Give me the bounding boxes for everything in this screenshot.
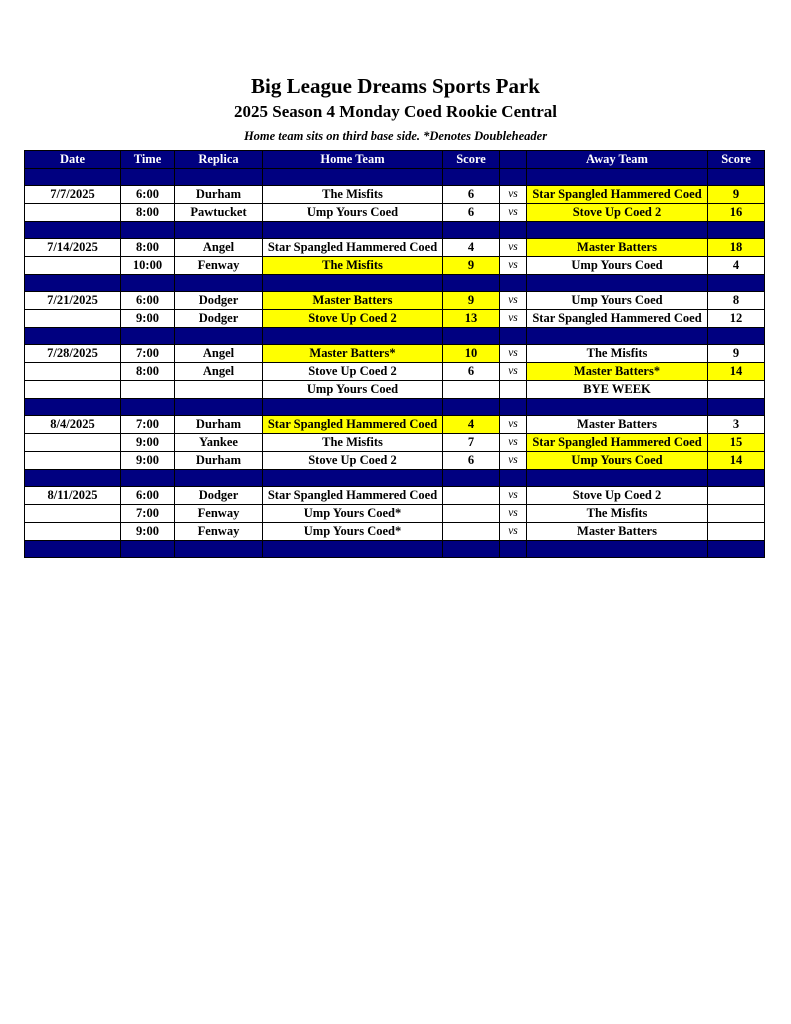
away-score-cell: 15 bbox=[708, 434, 765, 452]
separator-cell bbox=[175, 541, 263, 558]
vs-cell: vs bbox=[500, 487, 527, 505]
separator-cell bbox=[25, 328, 121, 345]
home-team-cell: The Misfits bbox=[263, 257, 443, 275]
away-team-cell: Stove Up Coed 2 bbox=[527, 487, 708, 505]
replica-cell: Angel bbox=[175, 363, 263, 381]
away-score-cell: 9 bbox=[708, 345, 765, 363]
week-separator-row bbox=[25, 328, 765, 345]
table-row bbox=[25, 452, 765, 470]
time-cell: 7:00 bbox=[121, 505, 175, 523]
col-header-replica: Replica bbox=[175, 151, 263, 169]
time-cell: 9:00 bbox=[121, 452, 175, 470]
away-team-cell: Stove Up Coed 2 bbox=[527, 204, 708, 222]
date-cell bbox=[25, 204, 121, 222]
home-score-cell bbox=[443, 505, 500, 523]
away-team-cell: Master Batters bbox=[527, 523, 708, 541]
replica-cell: Dodger bbox=[175, 292, 263, 310]
date-cell bbox=[25, 310, 121, 328]
home-team-cell: Stove Up Coed 2 bbox=[263, 452, 443, 470]
col-header-vs bbox=[500, 151, 527, 169]
date-cell bbox=[25, 363, 121, 381]
col-header-home-team: Home Team bbox=[263, 151, 443, 169]
time-cell: 6:00 bbox=[121, 186, 175, 204]
vs-cell: vs bbox=[500, 345, 527, 363]
time-cell: 8:00 bbox=[121, 204, 175, 222]
replica-cell: Dodger bbox=[175, 310, 263, 328]
vs-cell: vs bbox=[500, 292, 527, 310]
col-header-away-score: Score bbox=[708, 151, 765, 169]
separator-cell bbox=[121, 328, 175, 345]
separator-cell bbox=[443, 541, 500, 558]
away-team-cell: Master Batters bbox=[527, 416, 708, 434]
time-cell: 7:00 bbox=[121, 345, 175, 363]
separator-cell bbox=[500, 470, 527, 487]
date-cell: 7/21/2025 bbox=[25, 292, 121, 310]
date-cell: 7/28/2025 bbox=[25, 345, 121, 363]
separator-cell bbox=[708, 470, 765, 487]
home-score-cell: 9 bbox=[443, 257, 500, 275]
away-score-cell bbox=[708, 523, 765, 541]
separator-cell bbox=[443, 328, 500, 345]
table-row bbox=[25, 505, 765, 523]
separator-cell bbox=[175, 275, 263, 292]
replica-cell: Durham bbox=[175, 416, 263, 434]
home-team-cell: Ump Yours Coed bbox=[263, 204, 443, 222]
table-row bbox=[25, 381, 765, 399]
time-cell: 9:00 bbox=[121, 310, 175, 328]
home-team-cell: Ump Yours Coed bbox=[263, 381, 443, 399]
home-team-cell: Star Spangled Hammered Coed bbox=[263, 487, 443, 505]
separator-cell bbox=[500, 541, 527, 558]
time-cell: 6:00 bbox=[121, 487, 175, 505]
home-team-cell: Stove Up Coed 2 bbox=[263, 310, 443, 328]
away-score-cell: 18 bbox=[708, 239, 765, 257]
week-separator-row bbox=[25, 399, 765, 416]
table-row bbox=[25, 363, 765, 381]
separator-cell bbox=[263, 470, 443, 487]
date-cell: 8/4/2025 bbox=[25, 416, 121, 434]
separator-cell bbox=[263, 169, 443, 186]
schedule-body bbox=[25, 169, 765, 558]
away-score-cell: 12 bbox=[708, 310, 765, 328]
date-cell: 8/11/2025 bbox=[25, 487, 121, 505]
away-score-cell: 8 bbox=[708, 292, 765, 310]
separator-cell bbox=[708, 222, 765, 239]
vs-cell bbox=[500, 381, 527, 399]
replica-cell: Angel bbox=[175, 345, 263, 363]
separator-cell bbox=[175, 169, 263, 186]
away-score-cell bbox=[708, 381, 765, 399]
separator-cell bbox=[500, 222, 527, 239]
separator-cell bbox=[25, 541, 121, 558]
separator-cell bbox=[443, 222, 500, 239]
home-score-cell bbox=[443, 523, 500, 541]
home-score-cell bbox=[443, 487, 500, 505]
page-note: Home team sits on third base side. *Denotes Doubleheader bbox=[243, 129, 548, 143]
replica-cell: Yankee bbox=[175, 434, 263, 452]
home-score-cell: 6 bbox=[443, 186, 500, 204]
home-score-cell bbox=[443, 381, 500, 399]
date-cell: 7/7/2025 bbox=[25, 186, 121, 204]
table-row bbox=[25, 434, 765, 452]
page-subtitle: 2025 Season 4 Monday Coed Rookie Central bbox=[233, 102, 557, 121]
vs-cell: vs bbox=[500, 186, 527, 204]
away-score-cell: 14 bbox=[708, 363, 765, 381]
time-cell: 6:00 bbox=[121, 292, 175, 310]
time-cell: 8:00 bbox=[121, 239, 175, 257]
separator-cell bbox=[527, 222, 708, 239]
separator-cell bbox=[527, 328, 708, 345]
week-separator-row bbox=[25, 222, 765, 239]
away-score-cell bbox=[708, 487, 765, 505]
away-team-cell: Ump Yours Coed bbox=[527, 257, 708, 275]
vs-cell: vs bbox=[500, 434, 527, 452]
separator-cell bbox=[527, 470, 708, 487]
separator-cell bbox=[263, 275, 443, 292]
separator-cell bbox=[527, 399, 708, 416]
vs-cell: vs bbox=[500, 363, 527, 381]
away-score-cell: 16 bbox=[708, 204, 765, 222]
home-score-cell: 7 bbox=[443, 434, 500, 452]
replica-cell: Dodger bbox=[175, 487, 263, 505]
table-row bbox=[25, 257, 765, 275]
page-title: Big League Dreams Sports Park bbox=[251, 74, 540, 98]
vs-cell: vs bbox=[500, 416, 527, 434]
home-score-cell: 13 bbox=[443, 310, 500, 328]
home-team-cell: The Misfits bbox=[263, 186, 443, 204]
separator-cell bbox=[527, 275, 708, 292]
separator-cell bbox=[25, 169, 121, 186]
separator-cell bbox=[708, 328, 765, 345]
away-team-cell: Star Spangled Hammered Coed bbox=[527, 434, 708, 452]
separator-cell bbox=[500, 399, 527, 416]
vs-cell: vs bbox=[500, 204, 527, 222]
time-cell: 9:00 bbox=[121, 523, 175, 541]
table-row bbox=[25, 186, 765, 204]
date-cell bbox=[25, 505, 121, 523]
away-team-cell: Master Batters* bbox=[527, 363, 708, 381]
home-team-cell: Ump Yours Coed* bbox=[263, 523, 443, 541]
table-header-row bbox=[25, 151, 765, 169]
week-separator-row bbox=[25, 169, 765, 186]
away-score-cell bbox=[708, 505, 765, 523]
date-cell bbox=[25, 381, 121, 399]
separator-cell bbox=[443, 169, 500, 186]
table-row bbox=[25, 292, 765, 310]
separator-cell bbox=[121, 275, 175, 292]
separator-cell bbox=[443, 470, 500, 487]
separator-cell bbox=[708, 541, 765, 558]
time-cell: 10:00 bbox=[121, 257, 175, 275]
col-header-date: Date bbox=[25, 151, 121, 169]
col-header-away-team: Away Team bbox=[527, 151, 708, 169]
separator-cell bbox=[500, 275, 527, 292]
schedule-table bbox=[24, 150, 765, 558]
separator-cell bbox=[708, 169, 765, 186]
separator-cell bbox=[527, 169, 708, 186]
separator-cell bbox=[708, 275, 765, 292]
separator-cell bbox=[500, 169, 527, 186]
separator-cell bbox=[175, 222, 263, 239]
separator-cell bbox=[25, 275, 121, 292]
week-separator-row bbox=[25, 470, 765, 487]
separator-cell bbox=[121, 470, 175, 487]
table-row bbox=[25, 239, 765, 257]
col-header-time: Time bbox=[121, 151, 175, 169]
separator-cell bbox=[175, 399, 263, 416]
vs-cell: vs bbox=[500, 523, 527, 541]
replica-cell bbox=[175, 381, 263, 399]
date-cell bbox=[25, 434, 121, 452]
home-team-cell: Star Spangled Hammered Coed bbox=[263, 416, 443, 434]
separator-cell bbox=[25, 399, 121, 416]
replica-cell: Fenway bbox=[175, 505, 263, 523]
separator-cell bbox=[500, 328, 527, 345]
away-score-cell: 3 bbox=[708, 416, 765, 434]
home-team-cell: The Misfits bbox=[263, 434, 443, 452]
away-team-cell: Ump Yours Coed bbox=[527, 452, 708, 470]
replica-cell: Angel bbox=[175, 239, 263, 257]
separator-cell bbox=[121, 541, 175, 558]
vs-cell: vs bbox=[500, 239, 527, 257]
away-team-cell: The Misfits bbox=[527, 345, 708, 363]
time-cell: 9:00 bbox=[121, 434, 175, 452]
date-cell bbox=[25, 523, 121, 541]
away-score-cell: 14 bbox=[708, 452, 765, 470]
vs-cell: vs bbox=[500, 452, 527, 470]
separator-cell bbox=[25, 222, 121, 239]
separator-cell bbox=[175, 470, 263, 487]
separator-cell bbox=[443, 275, 500, 292]
separator-cell bbox=[263, 328, 443, 345]
replica-cell: Fenway bbox=[175, 257, 263, 275]
separator-cell bbox=[443, 399, 500, 416]
table-row bbox=[25, 310, 765, 328]
separator-cell bbox=[25, 470, 121, 487]
home-score-cell: 6 bbox=[443, 363, 500, 381]
table-row bbox=[25, 487, 765, 505]
vs-cell: vs bbox=[500, 310, 527, 328]
home-score-cell: 6 bbox=[443, 204, 500, 222]
separator-cell bbox=[175, 328, 263, 345]
away-team-cell: The Misfits bbox=[527, 505, 708, 523]
separator-cell bbox=[121, 222, 175, 239]
separator-cell bbox=[263, 541, 443, 558]
vs-cell: vs bbox=[500, 505, 527, 523]
week-separator-row bbox=[25, 275, 765, 292]
home-score-cell: 10 bbox=[443, 345, 500, 363]
separator-cell bbox=[263, 399, 443, 416]
replica-cell: Durham bbox=[175, 186, 263, 204]
date-cell: 7/14/2025 bbox=[25, 239, 121, 257]
date-cell bbox=[25, 452, 121, 470]
home-score-cell: 6 bbox=[443, 452, 500, 470]
time-cell: 7:00 bbox=[121, 416, 175, 434]
time-cell: 8:00 bbox=[121, 363, 175, 381]
home-team-cell: Star Spangled Hammered Coed bbox=[263, 239, 443, 257]
date-cell bbox=[25, 257, 121, 275]
away-team-cell: Star Spangled Hammered Coed bbox=[527, 310, 708, 328]
away-score-cell: 4 bbox=[708, 257, 765, 275]
away-team-cell: Star Spangled Hammered Coed bbox=[527, 186, 708, 204]
away-team-cell: Ump Yours Coed bbox=[527, 292, 708, 310]
separator-cell bbox=[121, 399, 175, 416]
separator-cell bbox=[708, 399, 765, 416]
replica-cell: Durham bbox=[175, 452, 263, 470]
table-row bbox=[25, 523, 765, 541]
home-team-cell: Ump Yours Coed* bbox=[263, 505, 443, 523]
table-row bbox=[25, 204, 765, 222]
home-score-cell: 4 bbox=[443, 416, 500, 434]
separator-cell bbox=[527, 541, 708, 558]
table-row bbox=[25, 416, 765, 434]
vs-cell: vs bbox=[500, 257, 527, 275]
separator-cell bbox=[121, 169, 175, 186]
away-score-cell: 9 bbox=[708, 186, 765, 204]
col-header-home-score: Score bbox=[443, 151, 500, 169]
table-row bbox=[25, 345, 765, 363]
home-team-cell: Stove Up Coed 2 bbox=[263, 363, 443, 381]
replica-cell: Pawtucket bbox=[175, 204, 263, 222]
week-separator-row bbox=[25, 541, 765, 558]
home-team-cell: Master Batters* bbox=[263, 345, 443, 363]
time-cell bbox=[121, 381, 175, 399]
home-team-cell: Master Batters bbox=[263, 292, 443, 310]
separator-cell bbox=[263, 222, 443, 239]
replica-cell: Fenway bbox=[175, 523, 263, 541]
away-team-cell: Master Batters bbox=[527, 239, 708, 257]
away-team-cell: BYE WEEK bbox=[527, 381, 708, 399]
home-score-cell: 4 bbox=[443, 239, 500, 257]
home-score-cell: 9 bbox=[443, 292, 500, 310]
